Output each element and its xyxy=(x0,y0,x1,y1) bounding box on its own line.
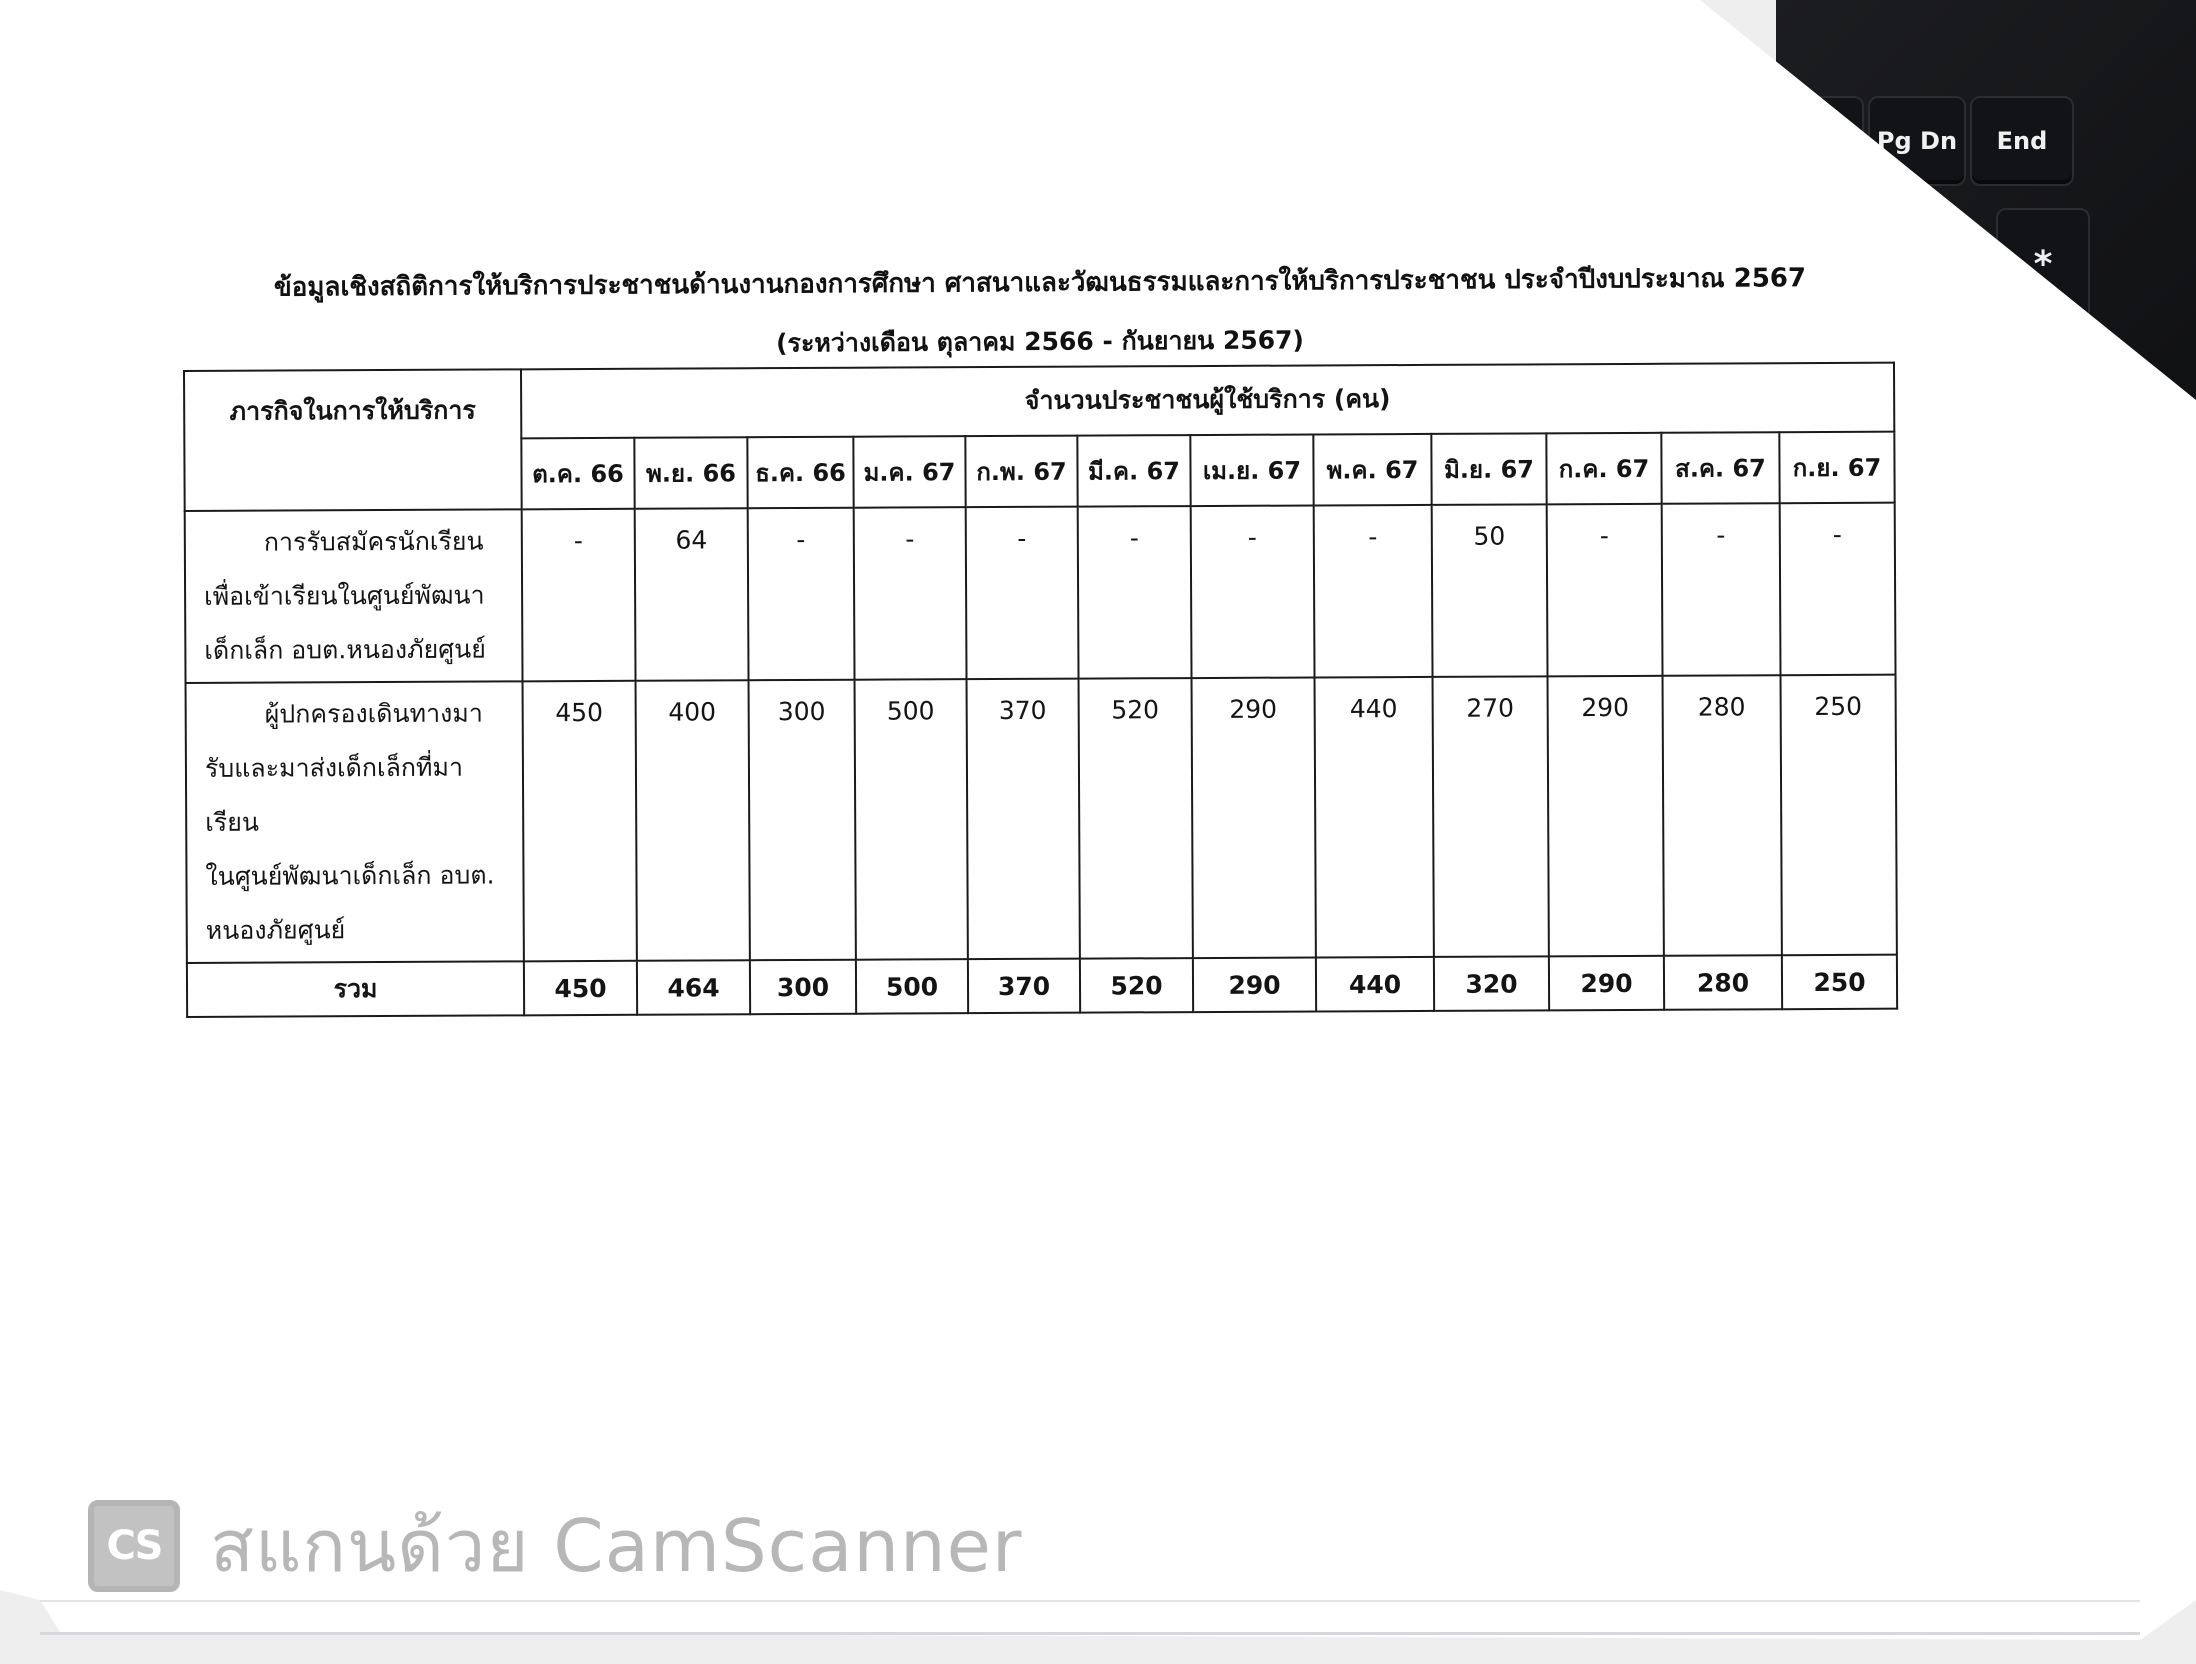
task-line: ผู้ปกครองเดินทางมา xyxy=(264,698,483,729)
value-cell: 440 xyxy=(1315,677,1434,958)
task-line: การรับสมัครนักเรียน xyxy=(263,526,484,557)
value-cell: 400 xyxy=(636,680,750,961)
value-cell: - xyxy=(966,507,1079,680)
value-cell: 520 xyxy=(1079,678,1193,959)
task-line: เพื่อเข้าเรียนในศูนย์พัฒนา xyxy=(204,580,485,611)
month-header: ก.ค. 67 xyxy=(1546,433,1661,505)
watermark-text: สแกนด้วย CamScanner xyxy=(210,1504,1023,1588)
value-cell: - xyxy=(1547,504,1663,677)
value-cell: - xyxy=(522,509,636,682)
total-cell: 290 xyxy=(1549,956,1664,1011)
table-row xyxy=(185,503,1896,683)
value-cell: 270 xyxy=(1433,676,1549,957)
value-cell: 300 xyxy=(749,680,856,961)
value-cell: 450 xyxy=(523,681,637,962)
total-cell: 320 xyxy=(1434,956,1549,1011)
value-cell: 250 xyxy=(1781,675,1897,956)
key-end: End xyxy=(1970,96,2074,186)
month-header: มิ.ย. 67 xyxy=(1431,433,1546,505)
statistics-table-container xyxy=(183,362,1898,1018)
total-cell: 280 xyxy=(1664,955,1782,1010)
service-users-header: จำนวนประชาชนผู้ใช้บริการ (คน) xyxy=(521,363,1894,438)
table-row xyxy=(186,675,1897,963)
month-header: ม.ค. 67 xyxy=(853,436,965,508)
task-cell-enrollment xyxy=(185,509,523,683)
total-cell: 450 xyxy=(524,961,637,1016)
value-cell: - xyxy=(1780,503,1896,676)
value-cell: 50 xyxy=(1432,504,1548,677)
statistics-table xyxy=(183,362,1898,1018)
value-cell: - xyxy=(1662,503,1781,676)
total-row xyxy=(187,955,1897,1017)
camscanner-logo-icon: CS xyxy=(88,1500,180,1592)
total-cell: 250 xyxy=(1782,955,1897,1010)
month-header: ก.ย. 67 xyxy=(1779,431,1894,503)
value-cell: 64 xyxy=(635,508,749,681)
value-cell: 290 xyxy=(1548,676,1664,957)
total-cell: 520 xyxy=(1080,958,1193,1013)
value-cell: - xyxy=(1078,506,1192,679)
value-cell: 370 xyxy=(967,679,1080,960)
task-cell-parents xyxy=(186,681,524,963)
total-cell: 440 xyxy=(1316,957,1434,1012)
total-cell: 300 xyxy=(750,960,856,1015)
total-cell: 290 xyxy=(1193,957,1316,1012)
total-label: รวม xyxy=(187,961,524,1017)
total-cell: 500 xyxy=(856,959,968,1014)
month-header: ส.ค. 67 xyxy=(1661,432,1779,504)
document-subtitle: (ระหว่างเดือน ตุลาคม 2566 - กันยายน 2567) xyxy=(775,325,1305,358)
page-edge xyxy=(40,1600,2140,1635)
value-cell: - xyxy=(748,508,855,681)
month-header: ก.พ. 67 xyxy=(965,435,1077,507)
value-cell: - xyxy=(1191,505,1315,678)
value-cell: 290 xyxy=(1192,677,1316,958)
value-cell: 280 xyxy=(1663,675,1782,956)
task-line: หนองภัยศูนย์ xyxy=(205,915,346,945)
total-cell: 370 xyxy=(968,959,1080,1014)
task-column-header: ภารกิจในการให้บริการ xyxy=(184,369,522,511)
month-header: พ.ค. 67 xyxy=(1313,434,1431,506)
value-cell: 500 xyxy=(855,679,968,960)
month-header: ธ.ค. 66 xyxy=(747,436,853,508)
value-cell: - xyxy=(854,507,967,680)
key-asterisk: * xyxy=(1996,208,2090,320)
task-line: ในศูนย์พัฒนาเด็กเล็ก อบต. xyxy=(205,860,495,891)
key-pgdn: Pg Dn xyxy=(1868,96,1966,186)
camscanner-watermark xyxy=(88,1488,1023,1603)
month-header: ต.ค. 66 xyxy=(521,438,634,510)
document-title: ข้อมูลเชิงสถิติการให้บริการประชาชนด้านงานกองการศึกษา ศาสนาและวัฒนธรรมและการให้บริการประชาชน ประจำปีงบประมาณ 2567 xyxy=(273,263,1807,303)
month-header: มี.ค. 67 xyxy=(1077,435,1190,507)
month-header: เม.ย. 67 xyxy=(1190,434,1313,506)
value-cell: - xyxy=(1314,505,1433,678)
total-cell: 464 xyxy=(637,960,750,1015)
month-header: พ.ย. 66 xyxy=(634,437,747,509)
task-line: รับและมาส่งเด็กเล็กที่มาเรียน xyxy=(204,752,464,837)
task-line: เด็กเล็ก อบต.หนองภัยศูนย์ xyxy=(204,634,486,665)
